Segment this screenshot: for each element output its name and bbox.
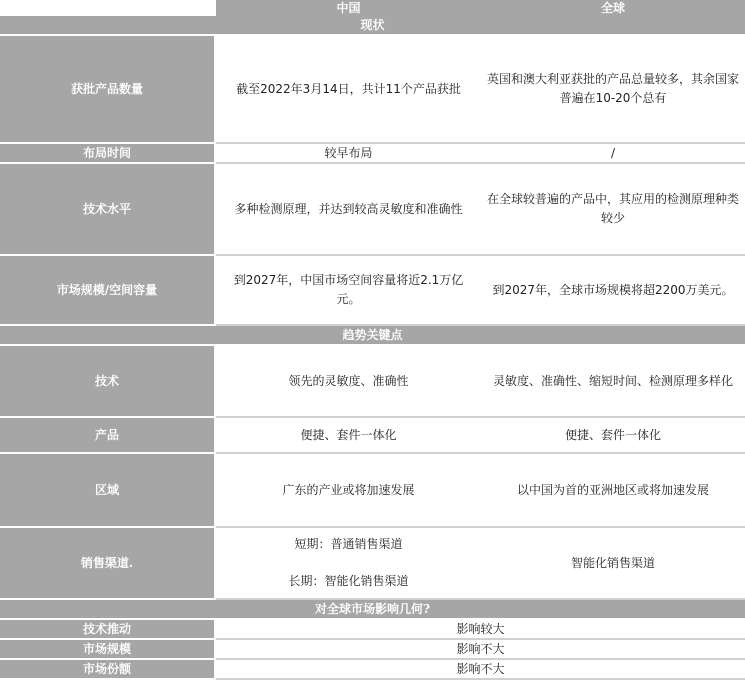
global-product: 便捷、套件一体化	[481, 418, 745, 454]
impact-market-share: 影响不大	[216, 660, 745, 680]
row-label-approved-count: 获批产品数量	[0, 36, 216, 144]
china-product: 便捷、套件一体化	[216, 418, 481, 454]
row-label-region: 区域	[0, 454, 216, 528]
row-label-tech-level: 技术水平	[0, 164, 216, 256]
china-approved-count: 截至2022年3月14日，共计11个产品获批	[216, 36, 481, 144]
row-label-tech-drive: 技术推动	[0, 620, 216, 640]
china-sales-channel	[216, 528, 481, 600]
row-label-layout-time: 布局时间	[0, 144, 216, 164]
china-technology: 领先的灵敏度、准确性	[216, 346, 481, 418]
china-layout-time: 较早布局	[216, 144, 481, 164]
china-sales-long-term: 长期：智能化销售渠道	[288, 574, 409, 588]
impact-market-scale: 影响不大	[216, 640, 745, 660]
global-tech-level: 在全球较普遍的产品中，其应用的检测原理种类较少	[481, 164, 745, 256]
global-sales-channel: 智能化销售渠道	[481, 528, 745, 600]
row-label-market-scale: 市场规模	[0, 640, 216, 660]
section-status-title: 现状	[0, 16, 745, 36]
section-impact-title: 对全球市场影响几何?	[0, 600, 745, 620]
header-global: 全球	[481, 0, 745, 16]
global-layout-time: /	[481, 144, 745, 164]
global-technology: 灵敏度、准确性、缩短时间、检测原理多样化	[481, 346, 745, 418]
china-sales-short-term: 短期：普通销售渠道	[294, 537, 403, 551]
row-label-product: 产品	[0, 418, 216, 454]
china-region: 广东的产业或将加速发展	[216, 454, 481, 528]
header-blank	[0, 0, 216, 16]
global-market-size: 到2027年，全球市场规模将超2200万美元。	[481, 256, 745, 326]
section-trend-title: 趋势关键点	[0, 326, 745, 346]
global-approved-count: 英国和澳大利亚获批的产品总量较多，其余国家普遍在10-20个总有	[481, 36, 745, 144]
row-label-technology: 技术	[0, 346, 216, 418]
row-label-market-share: 市场份额	[0, 660, 216, 680]
china-tech-level: 多种检测原理，并达到较高灵敏度和准确性	[216, 164, 481, 256]
global-region: 以中国为首的亚洲地区或将加速发展	[481, 454, 745, 528]
row-label-market-size: 市场规模/空间容量	[0, 256, 216, 326]
impact-tech-drive: 影响较大	[216, 620, 745, 640]
china-market-size: 到2027年，中国市场空间容量将近2.1万亿元。	[216, 256, 481, 326]
header-china: 中国	[216, 0, 481, 16]
row-label-sales-channel: 销售渠道.	[0, 528, 216, 600]
